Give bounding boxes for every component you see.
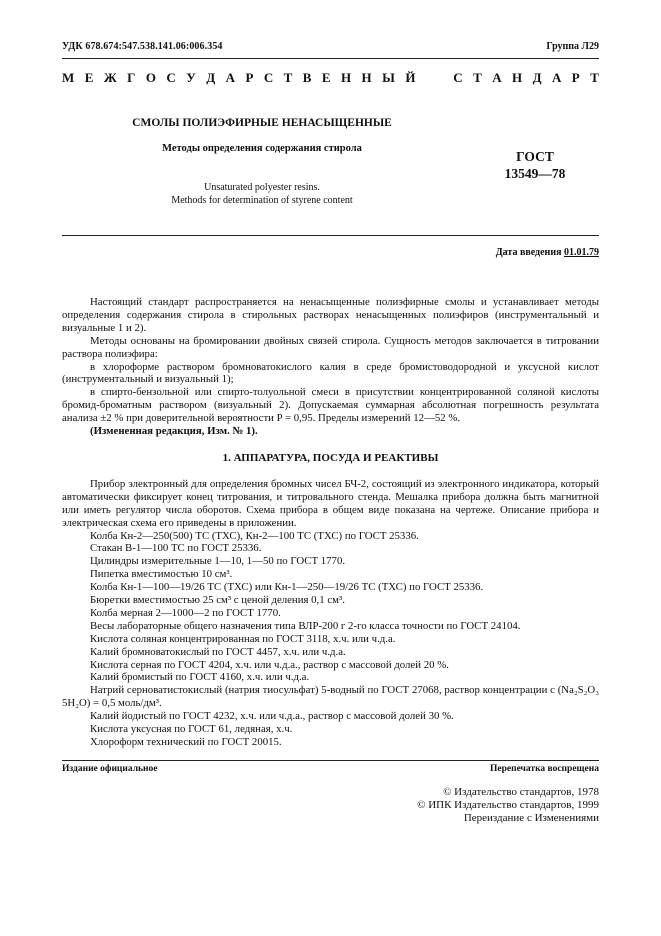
intro-paragraph: Методы основаны на бромировании двойных связей стирола. Сущность методов заключается в титровании раствора полиэфира: bbox=[62, 334, 599, 360]
banner-letter: Е bbox=[84, 70, 94, 85]
gost-label: ГОСТ bbox=[516, 149, 554, 164]
banner-letter bbox=[426, 70, 429, 86]
section-item: Калий бромноватокислый по ГОСТ 4457, х.ч. или ч.д.а. bbox=[90, 645, 346, 658]
banner-letter: Т bbox=[283, 70, 293, 85]
banner-letter bbox=[440, 70, 443, 86]
banner-letter: В bbox=[302, 70, 312, 85]
standard-banner bbox=[62, 70, 599, 86]
title-rule bbox=[62, 235, 599, 236]
banner-letter: Н bbox=[340, 70, 352, 85]
document-title: СМОЛЫ ПОЛИЭФИРНЫЕ НЕНАСЫЩЕННЫЕ bbox=[132, 117, 392, 129]
section-item: Колба Кн-1—100—19/26 ТС (ТХС) или Кн-1—250—19/26 ТС (ТХС) по ГОСТ 25336. bbox=[90, 581, 484, 594]
footer-rule bbox=[62, 760, 599, 761]
banner-letter: Р bbox=[245, 70, 254, 85]
reprint-prohibited-label: Перепечатка воспрещена bbox=[489, 764, 599, 774]
banner-letter: Е bbox=[321, 70, 331, 85]
section-item: Пипетка вместимостью 10 см³. bbox=[90, 568, 233, 581]
section-item: Натрий серноватистокислый (натрия тиосульфат) 5-водный по ГОСТ 27068, раствор концентрации c (Na₂S₂O₃ 5H₂O) = 0,5 моль/дм³. bbox=[62, 684, 599, 710]
copyright-block bbox=[417, 786, 599, 825]
section-item: Хлороформ технический по ГОСТ 20015. bbox=[90, 736, 282, 748]
english-title: Unsaturated polyester resins. Methods for determination of styrene content bbox=[171, 182, 353, 206]
section-item: Кислота соляная концентрированная по ГОСТ 3118, х.ч. или ч.д.а. bbox=[90, 632, 396, 645]
banner-letter: Н bbox=[512, 70, 523, 85]
banner-letter: Т bbox=[473, 70, 482, 85]
banner-letter: Р bbox=[571, 70, 580, 85]
banner-letter: А bbox=[551, 70, 562, 85]
section-item: Стакан В-1—100 ТС по ГОСТ 25336. bbox=[90, 542, 262, 555]
banner-letter: С bbox=[453, 70, 463, 85]
header-rule bbox=[62, 58, 599, 59]
section-item: Калий бромистый по ГОСТ 4160, х.ч. или ч.д.а. bbox=[90, 671, 310, 684]
group-code: Группа Л29 bbox=[546, 41, 599, 52]
banner-letter: А bbox=[225, 70, 235, 85]
document-body bbox=[62, 296, 599, 749]
udk-code: УДК 678.674:547.538.141.06:006.354 bbox=[62, 41, 223, 52]
banner-letter: Н bbox=[361, 70, 372, 85]
banner-letter: Д bbox=[532, 70, 542, 85]
banner-letter: Ж bbox=[103, 70, 117, 85]
section-item: Колба Кн-2—250(500) ТС (ТХС), Кн-2—100 ТС (ТХС) по ГОСТ 25336. bbox=[90, 529, 419, 542]
banner-letter: У bbox=[186, 70, 196, 85]
effective-date-label: Дата введения bbox=[495, 247, 562, 258]
intro-paragraph: в хлороформе раствором бромноватокислого калия в среде бромистоводородной и уксусной кислот (инструментальный и визуальный 1); bbox=[62, 360, 599, 386]
banner-letter: Д bbox=[206, 70, 216, 85]
gost-designation bbox=[480, 148, 590, 182]
intro-paragraph: Настоящий стандарт распространяется на ненасыщенные полиэфирные смолы и устанавливает методы определения содержания стирола в стирольных растворах ненасыщенных полиэфиров (инструментальный и визуальные 1 и 2). bbox=[62, 296, 599, 334]
official-edition-label: Издание официальное bbox=[62, 764, 158, 774]
section-item: Цилиндры измерительные 1—10, 1—50 по ГОСТ 1770. bbox=[90, 555, 346, 568]
banner-letter: С bbox=[263, 70, 274, 85]
copyright-line: Переиздание с Изменениями bbox=[463, 812, 599, 824]
effective-date bbox=[496, 247, 599, 258]
effective-date-value: 01.01.79 bbox=[564, 247, 599, 258]
section-item: Прибор электронный для определения бромных чисел БЧ-2, состоящий из электронного индикатора, который автоматически фиксирует конец титрования, и титровального стенда. Мешалка прибора должна быть магнитной или иметь регулятор числа оборотов. Схема прибора в общем виде показана на чертеже. Описание прибора и электрическая схема его приведены в приложении. bbox=[62, 477, 599, 529]
section-item: Калий йодистый по ГОСТ 4232, х.ч. или ч.д.а., раствор с массовой долей 30 %. bbox=[90, 710, 454, 723]
banner-letter: О bbox=[145, 70, 156, 85]
section-item: Колба мерная 2—1000—2 по ГОСТ 1770. bbox=[90, 606, 281, 619]
section-heading: 1. АППАРАТУРА, ПОСУДА И РЕАКТИВЫ bbox=[222, 451, 439, 464]
intro-paragraph: в спирто-бензольной или спирто-толуольной смеси в присутствии концентрированной соляной кислоты бромид-броматным раствором (визуальный 2). Допускаемая суммарная абсолютная погрешность результата анализа ±2 % при доверительной вероятности P = 0,95. Пределы измерений 12—52 %. bbox=[62, 386, 599, 425]
banner-letter: Ы bbox=[382, 70, 395, 85]
section-item: Весы лабораторные общего назначения типа ВЛР-200 г 2-го класса точности по ГОСТ 24104. bbox=[90, 619, 521, 632]
banner-letter: С bbox=[166, 70, 176, 85]
banner-letter: Т bbox=[590, 70, 599, 85]
banner-letter: М bbox=[62, 70, 75, 85]
section-item: Кислота уксусная по ГОСТ 61, ледяная, х.ч. bbox=[90, 723, 293, 736]
copyright-line: © Издательство стандартов, 1978 bbox=[443, 786, 599, 798]
section-item: Бюретки вместимостью 25 см³ с ценой деления 0,1 см³. bbox=[90, 594, 345, 607]
section-item: Кислота серная по ГОСТ 4204, х.ч. или ч.д.а., раствор с массовой долей 20 %. bbox=[90, 658, 449, 671]
amendment-note: (Измененная редакция, Изм. № 1). bbox=[90, 425, 258, 438]
banner-letter: Г bbox=[127, 70, 136, 85]
banner-letter: А bbox=[492, 70, 502, 85]
gost-number: 13549—78 bbox=[504, 166, 566, 181]
document-subtitle: Методы определения содержания стирола bbox=[162, 143, 362, 154]
copyright-line: © ИПК Издательство стандартов, 1999 bbox=[417, 799, 599, 811]
banner-letter: Й bbox=[405, 70, 416, 85]
